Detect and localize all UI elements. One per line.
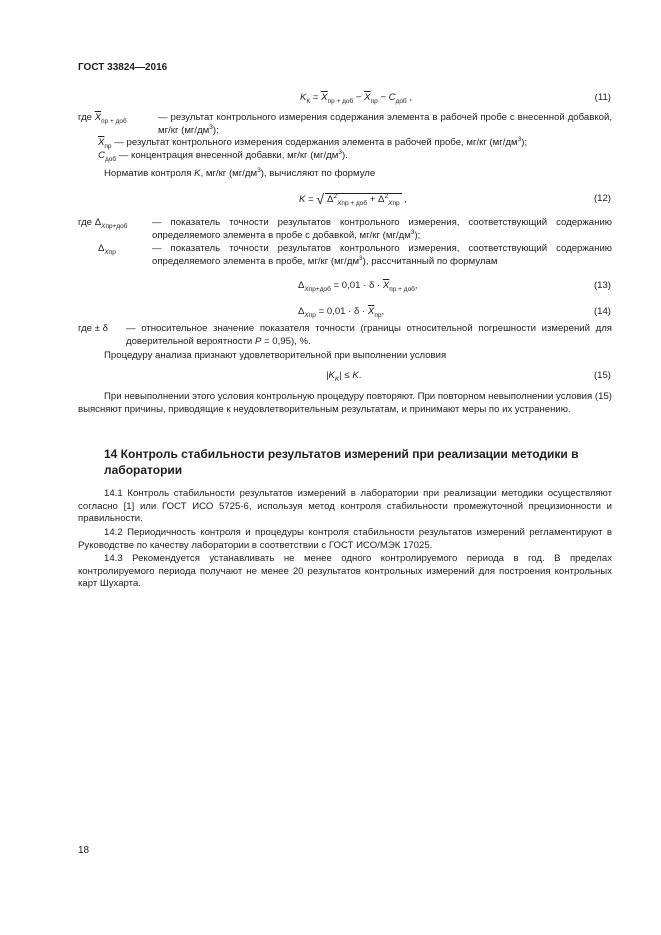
equation-number: (12) <box>593 193 611 204</box>
definition-item <box>78 323 612 348</box>
paragraph-14-3: 14.3 Рекомендуется устанавливать не менее одного контролируемого периода в год. В пределах контролируемого периода получают не менее 20 результатов контрольных измерений для построения контрольных карт Шухарта. <box>78 553 612 590</box>
definition-term: где $\overline{X}_{пр + доб}$ <box>78 112 127 125</box>
definition-term: где ± δ <box>78 323 108 334</box>
equation-number: (14) <box>593 306 611 317</box>
equation-15 <box>0 370 661 384</box>
procedure-sentence: Процедуру анализа признают удовлетворительной при выполнении условия <box>104 350 447 361</box>
equation-12-formula: K = √ $\Delta^2_{Xпр + доб} + \Delta^2_{Xпр}$ , <box>299 191 407 207</box>
definition-item <box>78 150 612 163</box>
document-header: ГОСТ 33824—2016 <box>78 62 168 73</box>
paragraph-failure: При невыполнении этого условия контрольную процедуру повторяют. При повторном невыполнении условия (15) выясняют причины, приводящие к неудовлетворительным результатам, и принимают меры по их устранению. <box>78 391 612 415</box>
equation-11-formula: $K_К = \overline{X}_{пр + доб} - \overline{X}_{пр} - C_{доб}$ , <box>300 92 413 105</box>
equation-number: (15) <box>593 370 611 381</box>
paragraph-14-1: 14.1 Контроль стабильности результатов измерений в лаборатории при реализации методики осуществляют согласно [1] или ГОСТ ИСО 5725-6, используя метод контроля стабильности промежуточной прецизионности и правильности. <box>78 488 612 525</box>
definition-text: — показатель точности результатов контрольного измерения, соответствующий содержанию определяемого элемента в пробе с добавкой, мг/кг $(мг/дм^3)$; <box>152 217 612 241</box>
definition-text: $\overline{X}_{пр}$ — результат контрольного измерения содержания элемента в рабочей пробе, мг/кг $(мг/дм^3)$; <box>98 135 528 150</box>
definition-item <box>78 137 612 150</box>
page-number: 18 <box>78 845 90 856</box>
definitions-eq11 <box>78 112 612 162</box>
definition-item <box>78 217 612 243</box>
equation-number: (13) <box>593 280 611 291</box>
definition-term: где $\Delta_{Xпр+доб}$ <box>78 217 128 230</box>
paragraph-14-2: 14.2 Периодичность контроля и процедуры контроля стабильности результатов измерений регламентируют в Руководстве по качеству лаборатории в соответствии с ГОСТ ИСО/МЭК 17025. <box>78 527 612 551</box>
definition-text: — показатель точности результатов контрольного измерения, соответствующий содержанию определяемого элемента в пробе, мг/кг $(мг/дм^3)$, рассчитанный по формулам <box>152 243 612 267</box>
equation-13 <box>0 280 661 294</box>
definition-item <box>78 112 612 137</box>
equation-11 <box>0 92 661 106</box>
definition-term: $\Delta_{Xпр}$ <box>98 243 116 256</box>
equation-14-formula: $\Delta_{Xпр} = 0,01 \cdot \delta \cdot \overline{X}_{пр}$, <box>298 306 385 319</box>
section-14-heading: 14 Контроль стабильности результатов измерений при реализации методики в лаборатории <box>104 447 579 477</box>
equation-13-formula: $\Delta_{Xпр+доб} = 0,01 \cdot \delta \cdot \overline{X}_{пр + доб}$, <box>298 280 418 293</box>
norm-sentence: Норматив контроля K, мг/кг $(мг/дм^3)$, вычисляют по формуле <box>104 166 376 179</box>
definition-item <box>78 243 612 268</box>
equation-number: (11) <box>594 92 611 103</box>
definition-text: $C_{доб}$ — концентрация внесенной добавки, мг/кг $(мг/дм^3)$. <box>98 148 348 163</box>
definition-text: — относительное значение показателя точности (границы относительной погрешности измерений для доверительной вероятности P = 0,95), %. <box>126 323 612 347</box>
definition-delta <box>78 323 612 348</box>
definitions-eq12 <box>78 217 612 268</box>
equation-15-formula: $|K_K| \le K$. <box>326 370 362 383</box>
equation-14 <box>0 306 661 320</box>
definition-text: — результат контрольного измерения содержания элемента в рабочей пробе с внесенной добавкой, мг/кг $(мг/дм^3)$; <box>158 112 612 136</box>
equation-12 <box>0 193 661 207</box>
